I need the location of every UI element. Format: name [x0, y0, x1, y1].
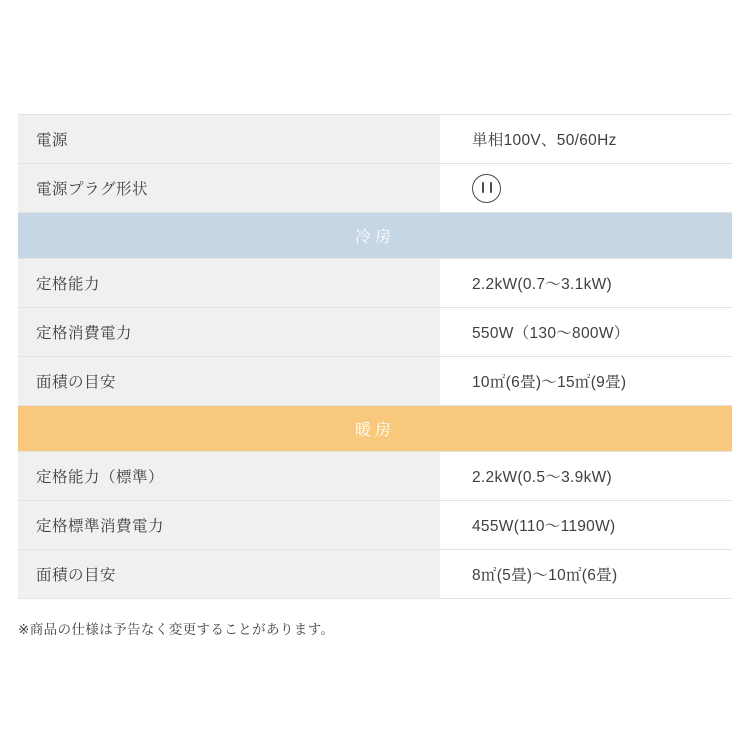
disclaimer-note: ※商品の仕様は予告なく変更することがあります。 — [18, 622, 335, 637]
spec-value: 10㎡(6畳)〜15㎡(9畳) — [440, 357, 732, 406]
spec-label: 面積の目安 — [18, 550, 440, 599]
table-row — [18, 452, 732, 501]
spec-value: 455W(110〜1190W) — [440, 501, 732, 550]
table-row — [18, 308, 732, 357]
section-label: 暖房 — [18, 406, 732, 452]
spec-value: 2.2kW(0.5〜3.9kW) — [440, 452, 732, 501]
table-row — [18, 259, 732, 308]
spec-label: 定格能力（標準） — [18, 452, 440, 501]
spec-label: 定格能力 — [18, 259, 440, 308]
spec-label: 電源 — [18, 115, 440, 164]
table-row — [18, 164, 732, 213]
spec-value: 2.2kW(0.7〜3.1kW) — [440, 259, 732, 308]
table-row — [18, 550, 732, 599]
spec-value: 550W（130〜800W） — [440, 308, 732, 357]
table-row — [18, 501, 732, 550]
spec-value: 8㎡(5畳)〜10㎡(6畳) — [440, 550, 732, 599]
spec-label: 電源プラグ形状 — [18, 164, 440, 213]
spec-value — [440, 164, 732, 213]
spec-value: 単相100V、50/60Hz — [440, 115, 732, 164]
spec-label: 面積の目安 — [18, 357, 440, 406]
spec-label: 定格消費電力 — [18, 308, 440, 357]
section-header-cooling — [18, 213, 732, 259]
table-row — [18, 357, 732, 406]
section-label: 冷房 — [18, 213, 732, 259]
power-plug-icon — [472, 174, 501, 203]
section-header-heating — [18, 406, 732, 452]
table-row — [18, 115, 732, 164]
spec-label: 定格標準消費電力 — [18, 501, 440, 550]
specification-table — [18, 114, 732, 599]
